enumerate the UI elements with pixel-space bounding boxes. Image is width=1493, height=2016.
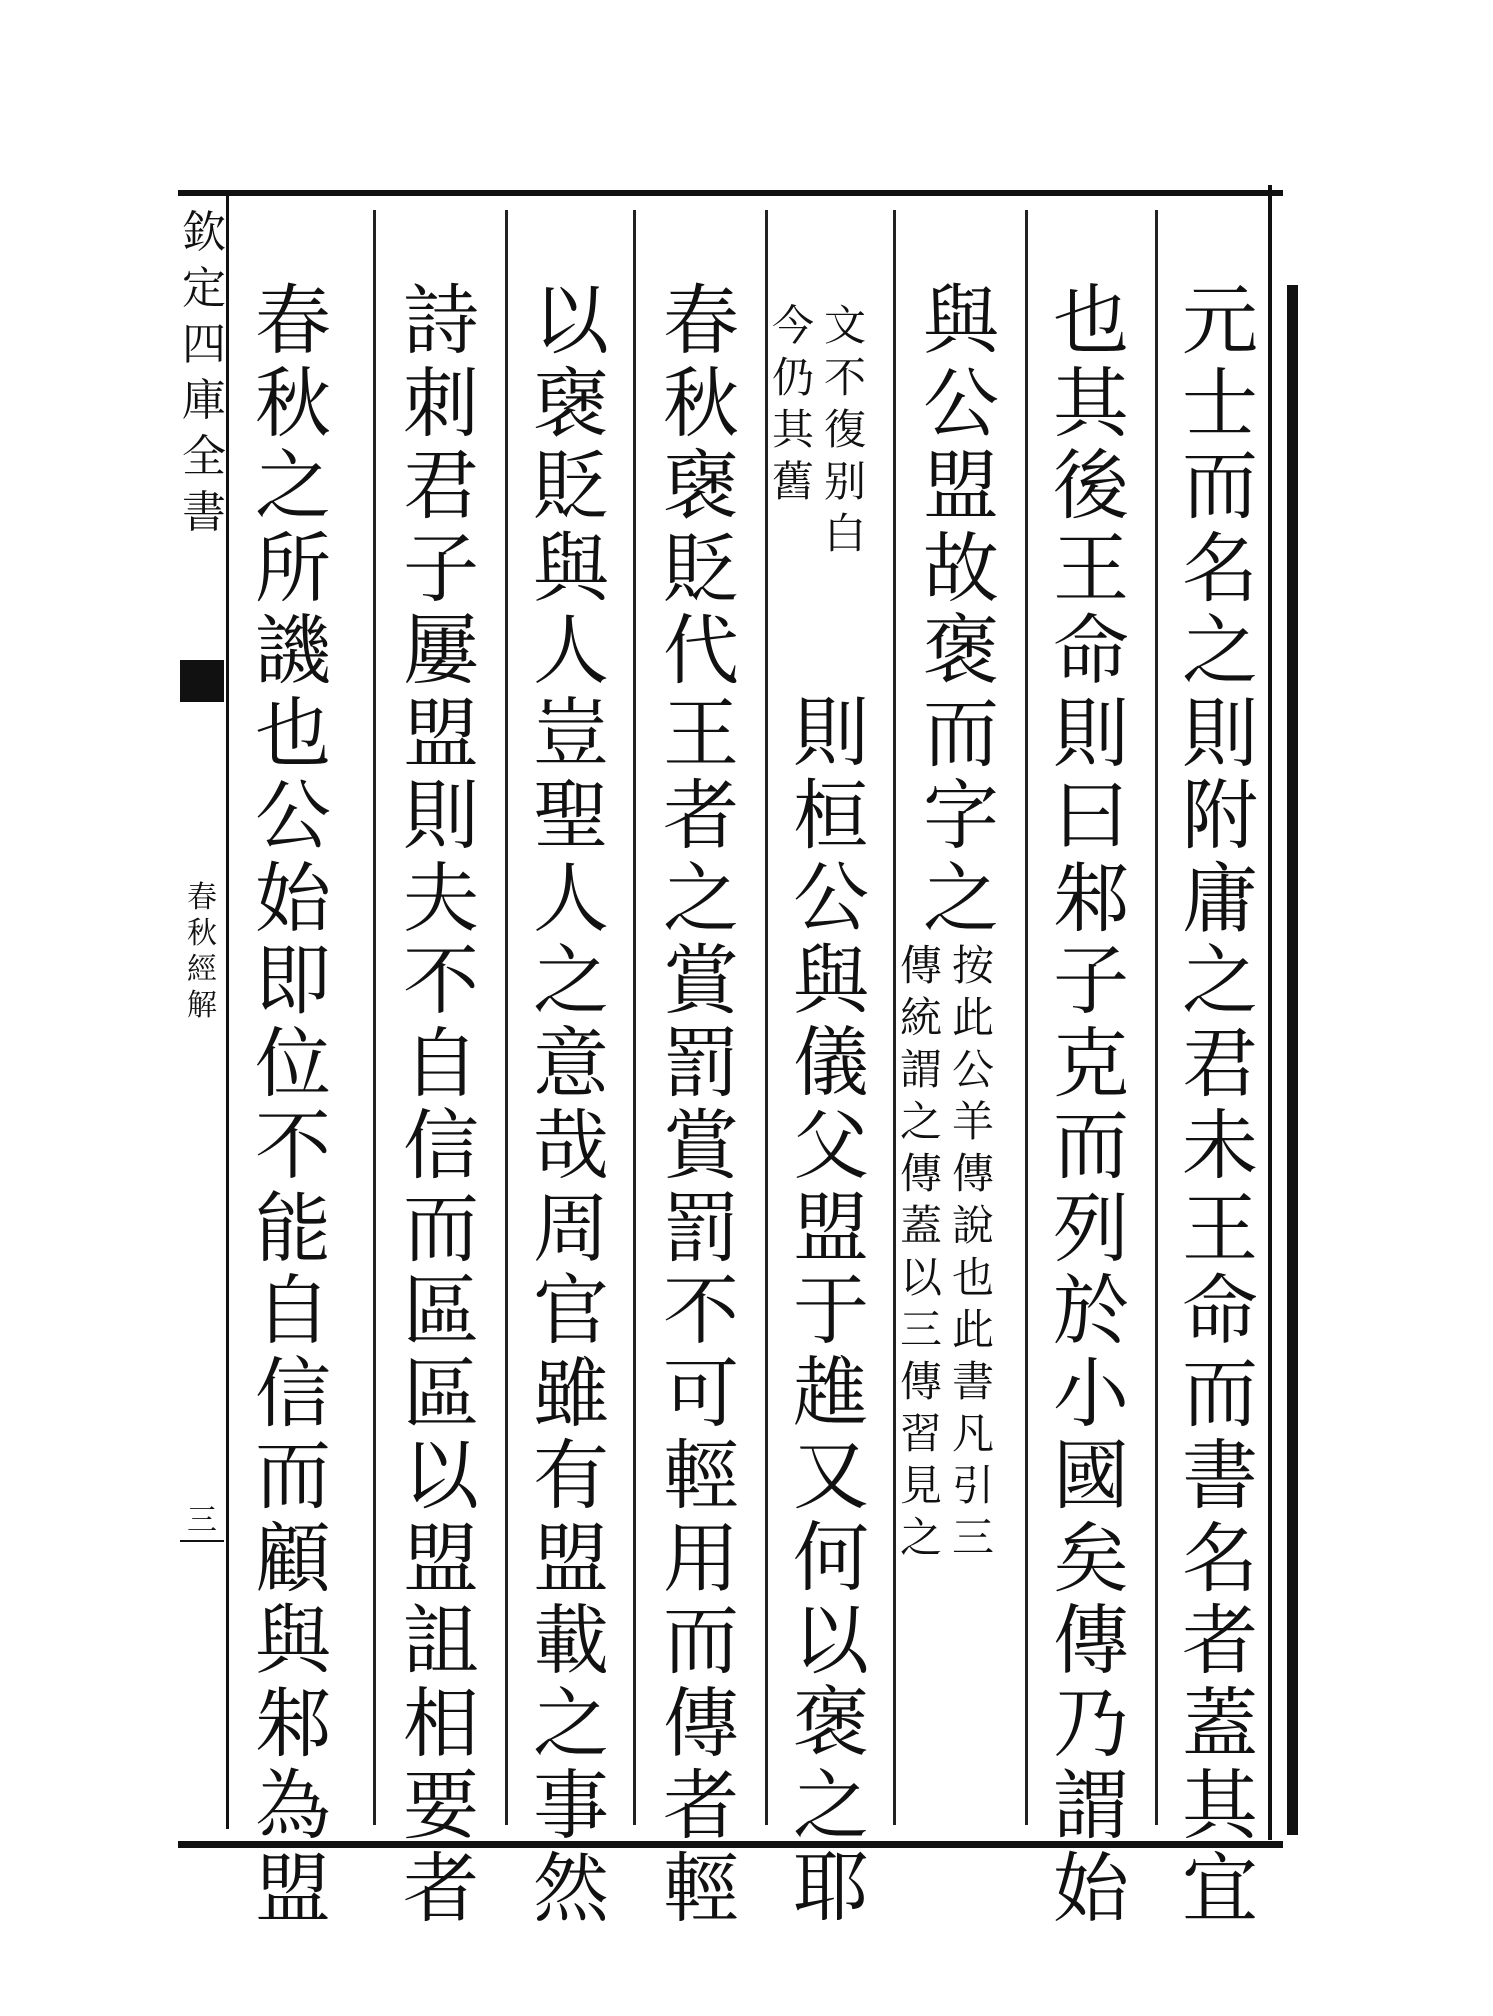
glyph: 羊 bbox=[951, 1097, 994, 1146]
glyph: 列 bbox=[1053, 1183, 1129, 1273]
glyph: 也 bbox=[951, 1253, 994, 1302]
glyph: 舊 bbox=[771, 457, 814, 506]
glyph: 不 bbox=[823, 353, 866, 402]
glyph: 按 bbox=[951, 941, 994, 990]
glyph: 以 bbox=[899, 1253, 942, 1302]
glyph: 凡 bbox=[951, 1409, 994, 1458]
glyph: 豈 bbox=[533, 688, 609, 778]
glyph: 哉 bbox=[533, 1101, 609, 1190]
glyph: 字 bbox=[923, 771, 999, 860]
glyph: 則 bbox=[1053, 688, 1129, 778]
glyph: 始 bbox=[1053, 1843, 1129, 1933]
annotation-left bbox=[769, 300, 817, 508]
glyph: 信 bbox=[403, 1101, 479, 1190]
glyph: 能 bbox=[255, 1183, 331, 1273]
glyph: 克 bbox=[1053, 1018, 1129, 1108]
glyph: 故 bbox=[923, 523, 999, 613]
column-divider bbox=[1155, 210, 1158, 1825]
glyph: 别 bbox=[823, 457, 866, 506]
glyph: 宜 bbox=[1182, 1843, 1258, 1933]
glyph: 元 bbox=[1182, 276, 1258, 365]
glyph: 盟 bbox=[533, 1513, 609, 1603]
glyph: 蓋 bbox=[899, 1201, 942, 1250]
glyph: 公 bbox=[793, 853, 869, 942]
glyph: 盟 bbox=[403, 688, 479, 778]
glyph: 與 bbox=[793, 935, 869, 1025]
glyph: 譏 bbox=[255, 606, 331, 695]
glyph: 定 bbox=[182, 263, 226, 314]
glyph: 說 bbox=[951, 1201, 994, 1250]
glyph: 屢 bbox=[403, 606, 479, 695]
glyph: 而 bbox=[1182, 1348, 1258, 1438]
glyph: 桓 bbox=[793, 770, 869, 860]
glyph: 春 bbox=[255, 276, 331, 365]
glyph: 于 bbox=[793, 1265, 869, 1355]
glyph: 顧 bbox=[255, 1513, 331, 1603]
glyph: 王 bbox=[1182, 1183, 1258, 1273]
glyph: 不 bbox=[663, 1266, 739, 1355]
glyph: 父 bbox=[793, 1100, 869, 1190]
glyph: 罰 bbox=[663, 1183, 739, 1273]
glyph: 者 bbox=[663, 1761, 739, 1850]
glyph: 之 bbox=[533, 1678, 609, 1768]
annotation-right bbox=[821, 300, 869, 560]
column-divider bbox=[633, 210, 636, 1825]
glyph: 謂 bbox=[899, 1045, 942, 1094]
glyph: 者 bbox=[663, 771, 739, 860]
glyph: 之 bbox=[793, 1760, 869, 1850]
glyph: 三 bbox=[951, 1513, 994, 1562]
right-border-rule bbox=[1268, 185, 1272, 1840]
glyph: 於 bbox=[1053, 1266, 1129, 1355]
glyph: 而 bbox=[663, 1596, 739, 1685]
glyph: 其 bbox=[1182, 1761, 1258, 1850]
glyph: 人 bbox=[533, 853, 609, 943]
glyph: 自 bbox=[403, 1018, 479, 1108]
glyph: 士 bbox=[1182, 358, 1258, 448]
glyph: 公 bbox=[923, 358, 999, 448]
glyph: 載 bbox=[533, 1596, 609, 1685]
glyph: 之 bbox=[899, 1097, 942, 1146]
glyph: 不 bbox=[403, 936, 479, 1025]
glyph: 褒 bbox=[923, 606, 999, 695]
glyph: 盟 bbox=[255, 1843, 331, 1933]
glyph: 夫 bbox=[403, 853, 479, 943]
glyph: 而 bbox=[1053, 1101, 1129, 1190]
glyph: 之 bbox=[899, 1513, 942, 1562]
glyph: 書 bbox=[1182, 1431, 1258, 1520]
glyph: 曰 bbox=[1053, 771, 1129, 860]
glyph: 代 bbox=[663, 606, 739, 695]
glyph: 見 bbox=[899, 1461, 942, 1510]
glyph: 輕 bbox=[663, 1431, 739, 1520]
column-divider bbox=[373, 210, 376, 1825]
glyph: 有 bbox=[533, 1431, 609, 1520]
right-thick-border bbox=[1287, 285, 1298, 1835]
glyph: 以 bbox=[403, 1431, 479, 1520]
glyph: 信 bbox=[255, 1348, 331, 1438]
glyph: 秋 bbox=[187, 916, 217, 951]
glyph: 又 bbox=[793, 1430, 869, 1520]
glyph: 始 bbox=[255, 853, 331, 943]
fish-tail-rule bbox=[180, 700, 224, 712]
glyph: 襃 bbox=[663, 441, 739, 530]
glyph: 其 bbox=[1053, 358, 1129, 448]
glyph: 耶 bbox=[793, 1843, 869, 1932]
glyph: 聖 bbox=[533, 771, 609, 860]
glyph: 人 bbox=[533, 606, 609, 695]
glyph: 之 bbox=[255, 441, 331, 530]
glyph: 用 bbox=[663, 1513, 739, 1603]
column-divider bbox=[893, 210, 896, 1825]
text-column-8 bbox=[245, 276, 341, 1933]
glyph: 王 bbox=[663, 688, 739, 778]
glyph: 引 bbox=[951, 1461, 994, 1510]
glyph: 詩 bbox=[403, 276, 479, 365]
glyph: 書 bbox=[182, 487, 226, 538]
glyph: 春 bbox=[663, 276, 739, 365]
glyph: 未 bbox=[1182, 1101, 1258, 1190]
glyph: 罰 bbox=[663, 1018, 739, 1108]
glyph: 周 bbox=[533, 1183, 609, 1273]
glyph: 傳 bbox=[899, 941, 942, 990]
glyph: 命 bbox=[1053, 606, 1129, 695]
column-divider bbox=[765, 210, 768, 1825]
glyph: 盟 bbox=[793, 1183, 869, 1272]
glyph: 與 bbox=[923, 276, 999, 365]
glyph: 傳 bbox=[1053, 1596, 1129, 1685]
glyph: 傳 bbox=[663, 1678, 739, 1768]
glyph: 其 bbox=[771, 405, 814, 454]
glyph: 區 bbox=[403, 1266, 479, 1355]
glyph: 意 bbox=[533, 1018, 609, 1108]
text-column-2 bbox=[1043, 276, 1139, 1933]
glyph: 仍 bbox=[771, 353, 814, 402]
glyph: 王 bbox=[1053, 523, 1129, 613]
glyph: 三 bbox=[899, 1305, 942, 1354]
glyph: 之 bbox=[1182, 936, 1258, 1025]
glyph: 為 bbox=[255, 1761, 331, 1850]
glyph: 經 bbox=[187, 952, 217, 987]
glyph: 以 bbox=[793, 1595, 869, 1685]
glyph: 而 bbox=[923, 688, 999, 778]
glyph: 四 bbox=[182, 319, 226, 370]
glyph: 邾 bbox=[255, 1678, 331, 1768]
glyph: 蓋 bbox=[1182, 1678, 1258, 1768]
glyph: 文 bbox=[823, 301, 866, 350]
glyph: 庫 bbox=[182, 375, 226, 426]
glyph: 褒 bbox=[793, 1678, 869, 1767]
glyph: 不 bbox=[255, 1101, 331, 1190]
page-number: 三 bbox=[187, 1503, 217, 1538]
glyph: 公 bbox=[255, 771, 331, 860]
glyph: 君 bbox=[1182, 1018, 1258, 1108]
text-column-6 bbox=[523, 276, 619, 1933]
glyph: 賞 bbox=[663, 936, 739, 1025]
glyph: 者 bbox=[403, 1843, 479, 1933]
glyph: 可 bbox=[663, 1348, 739, 1438]
glyph: 全 bbox=[182, 431, 226, 482]
annotation-left bbox=[897, 940, 945, 1564]
glyph: 矣 bbox=[1053, 1513, 1129, 1603]
glyph: 輕 bbox=[663, 1843, 739, 1933]
glyph: 子 bbox=[1053, 936, 1129, 1025]
text-column-1 bbox=[1172, 276, 1268, 1933]
glyph: 此 bbox=[951, 1305, 994, 1354]
glyph: 謂 bbox=[1053, 1761, 1129, 1850]
glyph: 後 bbox=[1053, 441, 1129, 530]
glyph: 傳 bbox=[899, 1149, 942, 1198]
glyph: 欽 bbox=[182, 207, 226, 258]
glyph: 則 bbox=[403, 771, 479, 860]
glyph: 之 bbox=[923, 853, 999, 943]
glyph: 復 bbox=[823, 405, 866, 454]
glyph: 趡 bbox=[793, 1348, 869, 1437]
glyph: 邾 bbox=[1053, 853, 1129, 943]
glyph: 刺 bbox=[403, 358, 479, 448]
glyph: 春 bbox=[187, 880, 217, 915]
glyph: 區 bbox=[403, 1348, 479, 1438]
glyph: 公 bbox=[951, 1045, 994, 1094]
glyph: 貶 bbox=[533, 441, 609, 530]
glyph: 然 bbox=[533, 1843, 609, 1933]
glyph: 秋 bbox=[255, 358, 331, 448]
glyph: 傳 bbox=[899, 1357, 942, 1406]
fish-tail-mark bbox=[180, 660, 224, 700]
glyph: 要 bbox=[403, 1761, 479, 1850]
glyph: 相 bbox=[403, 1678, 479, 1768]
glyph: 位 bbox=[255, 1018, 331, 1108]
glyph: 而 bbox=[255, 1431, 331, 1520]
glyph: 則 bbox=[1182, 688, 1258, 778]
glyph: 也 bbox=[1053, 276, 1129, 365]
glyph: 解 bbox=[187, 988, 217, 1023]
book-title bbox=[182, 205, 226, 541]
glyph: 而 bbox=[403, 1183, 479, 1273]
glyph: 國 bbox=[1053, 1431, 1129, 1520]
glyph: 則 bbox=[793, 688, 869, 777]
glyph: 自 bbox=[255, 1266, 331, 1355]
glyph: 庸 bbox=[1182, 853, 1258, 943]
glyph: 事 bbox=[533, 1761, 609, 1850]
glyph: 與 bbox=[533, 523, 609, 613]
text-column-4 bbox=[783, 688, 879, 1932]
glyph: 習 bbox=[899, 1409, 942, 1458]
column-divider bbox=[505, 210, 508, 1825]
glyph: 詛 bbox=[403, 1596, 479, 1685]
text-column-3 bbox=[913, 276, 1009, 943]
glyph: 附 bbox=[1182, 771, 1258, 860]
glyph: 即 bbox=[255, 936, 331, 1025]
glyph: 今 bbox=[771, 301, 814, 350]
glyph: 書 bbox=[951, 1357, 994, 1406]
glyph: 此 bbox=[951, 993, 994, 1042]
annotation-right bbox=[949, 940, 997, 1564]
glyph: 君 bbox=[403, 441, 479, 530]
text-column-5 bbox=[653, 276, 749, 1933]
glyph: 白 bbox=[823, 509, 866, 558]
glyph: 而 bbox=[1182, 441, 1258, 530]
glyph: 官 bbox=[533, 1266, 609, 1355]
glyph: 何 bbox=[793, 1513, 869, 1602]
text-column-7 bbox=[393, 276, 489, 1933]
glyph: 名 bbox=[1182, 1513, 1258, 1603]
glyph: 貶 bbox=[663, 523, 739, 613]
glyph: 賞 bbox=[663, 1101, 739, 1190]
glyph: 也 bbox=[255, 688, 331, 778]
glyph: 雖 bbox=[533, 1348, 609, 1438]
glyph: 命 bbox=[1182, 1266, 1258, 1355]
section-title bbox=[184, 880, 220, 1024]
glyph: 者 bbox=[1182, 1596, 1258, 1685]
glyph: 秋 bbox=[663, 358, 739, 448]
glyph: 之 bbox=[1182, 606, 1258, 695]
glyph: 盟 bbox=[403, 1513, 479, 1603]
glyph: 以 bbox=[533, 276, 609, 365]
glyph: 之 bbox=[533, 936, 609, 1025]
column-divider bbox=[1025, 210, 1028, 1825]
glyph: 子 bbox=[403, 523, 479, 613]
page-number-rule bbox=[180, 1540, 224, 1542]
glyph: 襃 bbox=[533, 358, 609, 448]
glyph: 小 bbox=[1053, 1348, 1129, 1438]
glyph: 名 bbox=[1182, 523, 1258, 613]
glyph: 之 bbox=[663, 853, 739, 943]
glyph: 所 bbox=[255, 523, 331, 613]
glyph: 統 bbox=[899, 993, 942, 1042]
glyph: 傳 bbox=[951, 1149, 994, 1198]
glyph: 儀 bbox=[793, 1018, 869, 1107]
glyph: 與 bbox=[255, 1596, 331, 1685]
glyph: 乃 bbox=[1053, 1678, 1129, 1768]
glyph: 盟 bbox=[923, 441, 999, 530]
